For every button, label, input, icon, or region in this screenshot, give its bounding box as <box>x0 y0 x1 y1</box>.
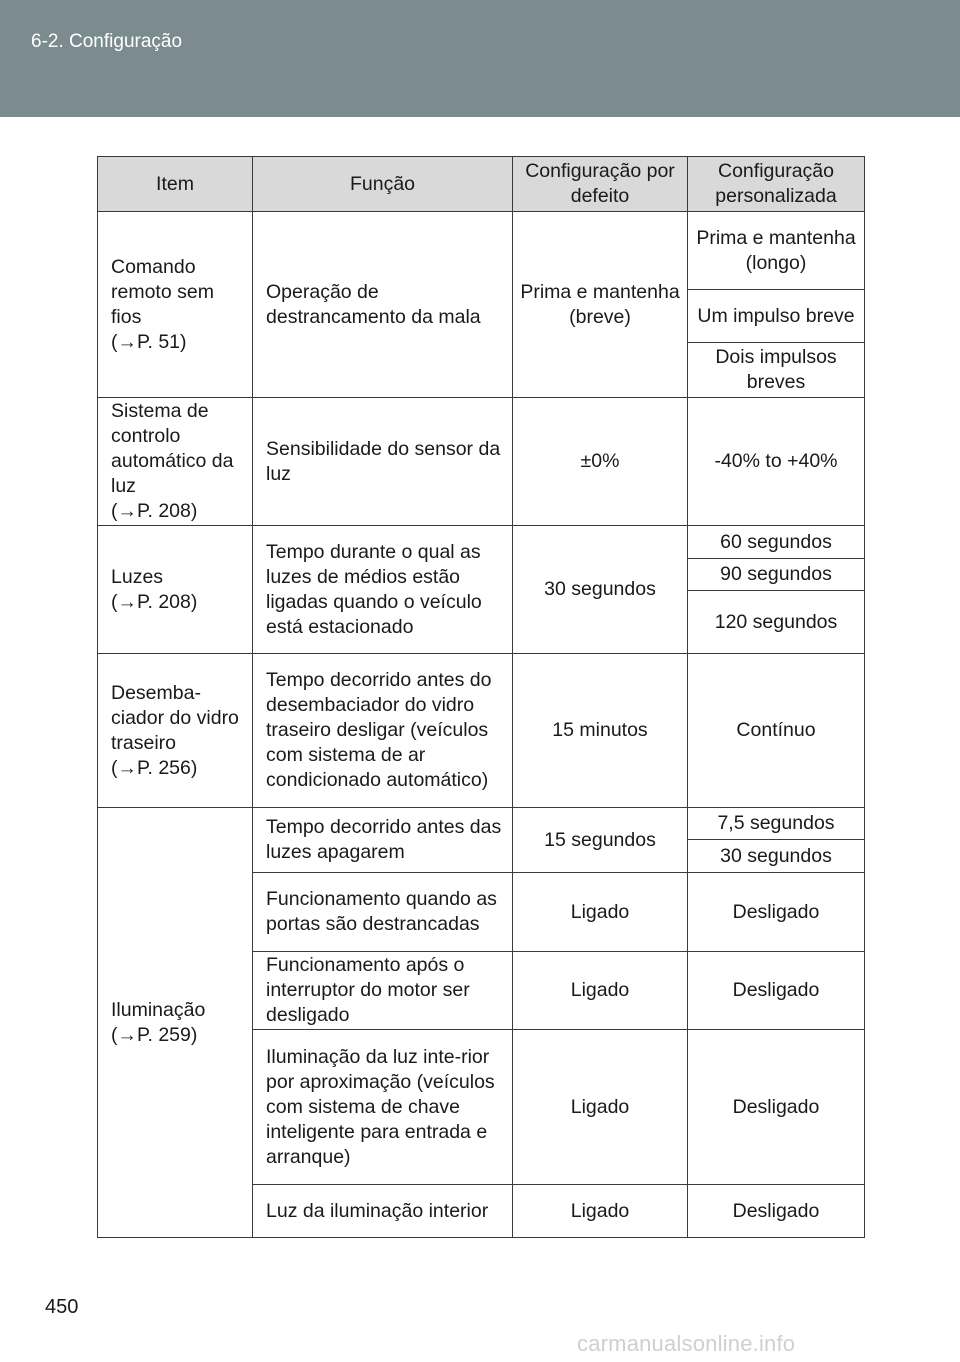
custom-cell: Desligado <box>688 1030 865 1185</box>
item-name: Iluminação <box>111 998 206 1021</box>
table-row <box>98 398 865 526</box>
item-cell <box>98 808 253 1238</box>
function-cell: Operação de destrancamento da mala <box>253 212 513 398</box>
function-cell: Luz da iluminação interior <box>253 1185 513 1238</box>
function-cell: Tempo decorrido antes das luzes apagarem <box>253 808 513 873</box>
default-cell: Ligado <box>513 873 688 952</box>
page-reference: (→P. 208) <box>111 500 198 522</box>
item-cell <box>98 212 253 398</box>
default-cell: Ligado <box>513 1030 688 1185</box>
function-cell: Tempo decorrido antes do desembaciador do vidro traseiro desligar (veículos com sistema de ar condicionado automático) <box>253 654 513 808</box>
table-row <box>98 526 865 559</box>
custom-cell: 90 segundos <box>688 559 865 591</box>
item-cell <box>98 654 253 808</box>
page-reference: (→P. 208) <box>111 590 198 613</box>
default-cell: Ligado <box>513 952 688 1030</box>
function-cell: Funcionamento após o interruptor do motor ser desligado <box>253 952 513 1030</box>
item-name: Sistema de controlo automático da luz <box>111 400 234 497</box>
custom-cell: Desligado <box>688 873 865 952</box>
custom-cell: -40% to +40% <box>688 398 865 526</box>
default-cell: Prima e mantenha (breve) <box>513 212 688 398</box>
settings-table <box>97 156 865 1238</box>
col-header-item: Item <box>98 157 253 212</box>
section-title: 6-2. Configuração <box>31 31 183 52</box>
table-row <box>98 654 865 808</box>
col-header-custom: Configuração personalizada <box>688 157 865 212</box>
col-header-default: Configuração por defeito <box>513 157 688 212</box>
custom-cell: Desligado <box>688 1185 865 1238</box>
table-header-row <box>98 157 865 212</box>
item-cell <box>98 526 253 654</box>
table-row <box>98 808 865 840</box>
watermark: carmanualsonline.info <box>577 1331 796 1356</box>
custom-cell: 120 segundos <box>688 591 865 654</box>
custom-cell: Dois impulsos breves <box>688 343 865 398</box>
col-header-function: Função <box>253 157 513 212</box>
function-cell: Sensibilidade do sensor da luz <box>253 398 513 526</box>
page-reference: (→P. 256) <box>111 756 198 779</box>
custom-cell: Prima e mantenha (longo) <box>688 212 865 290</box>
custom-cell: 30 segundos <box>688 840 865 873</box>
header-band <box>0 0 960 117</box>
function-cell: Funcionamento quando as portas são destrancadas <box>253 873 513 952</box>
table-row <box>98 212 865 290</box>
custom-cell: Um impulso breve <box>688 290 865 343</box>
item-name: Luzes <box>111 565 164 588</box>
default-cell: 15 segundos <box>513 808 688 873</box>
function-cell: Tempo durante o qual as luzes de médios estão ligadas quando o veículo está estacionado <box>253 526 513 654</box>
custom-cell: Desligado <box>688 952 865 1030</box>
page-number: 450 <box>45 1296 79 1318</box>
default-cell: ±0% <box>513 398 688 526</box>
default-cell: Ligado <box>513 1185 688 1238</box>
function-cell: Iluminação da luz inte-rior por aproximação (veículos com sistema de chave inteligente para entrada e arranque) <box>253 1030 513 1185</box>
custom-cell: 7,5 segundos <box>688 808 865 840</box>
item-cell <box>98 398 253 526</box>
default-cell: 15 minutos <box>513 654 688 808</box>
default-cell: 30 segundos <box>513 526 688 654</box>
item-name: Desemba-ciador do vidro traseiro <box>111 681 239 754</box>
custom-cell: 60 segundos <box>688 526 865 559</box>
custom-cell: Contínuo <box>688 654 865 808</box>
item-name: Comando remoto sem fios <box>111 255 214 328</box>
page-reference: (→P. 51) <box>111 330 187 353</box>
page-reference: (→P. 259) <box>111 1023 198 1046</box>
